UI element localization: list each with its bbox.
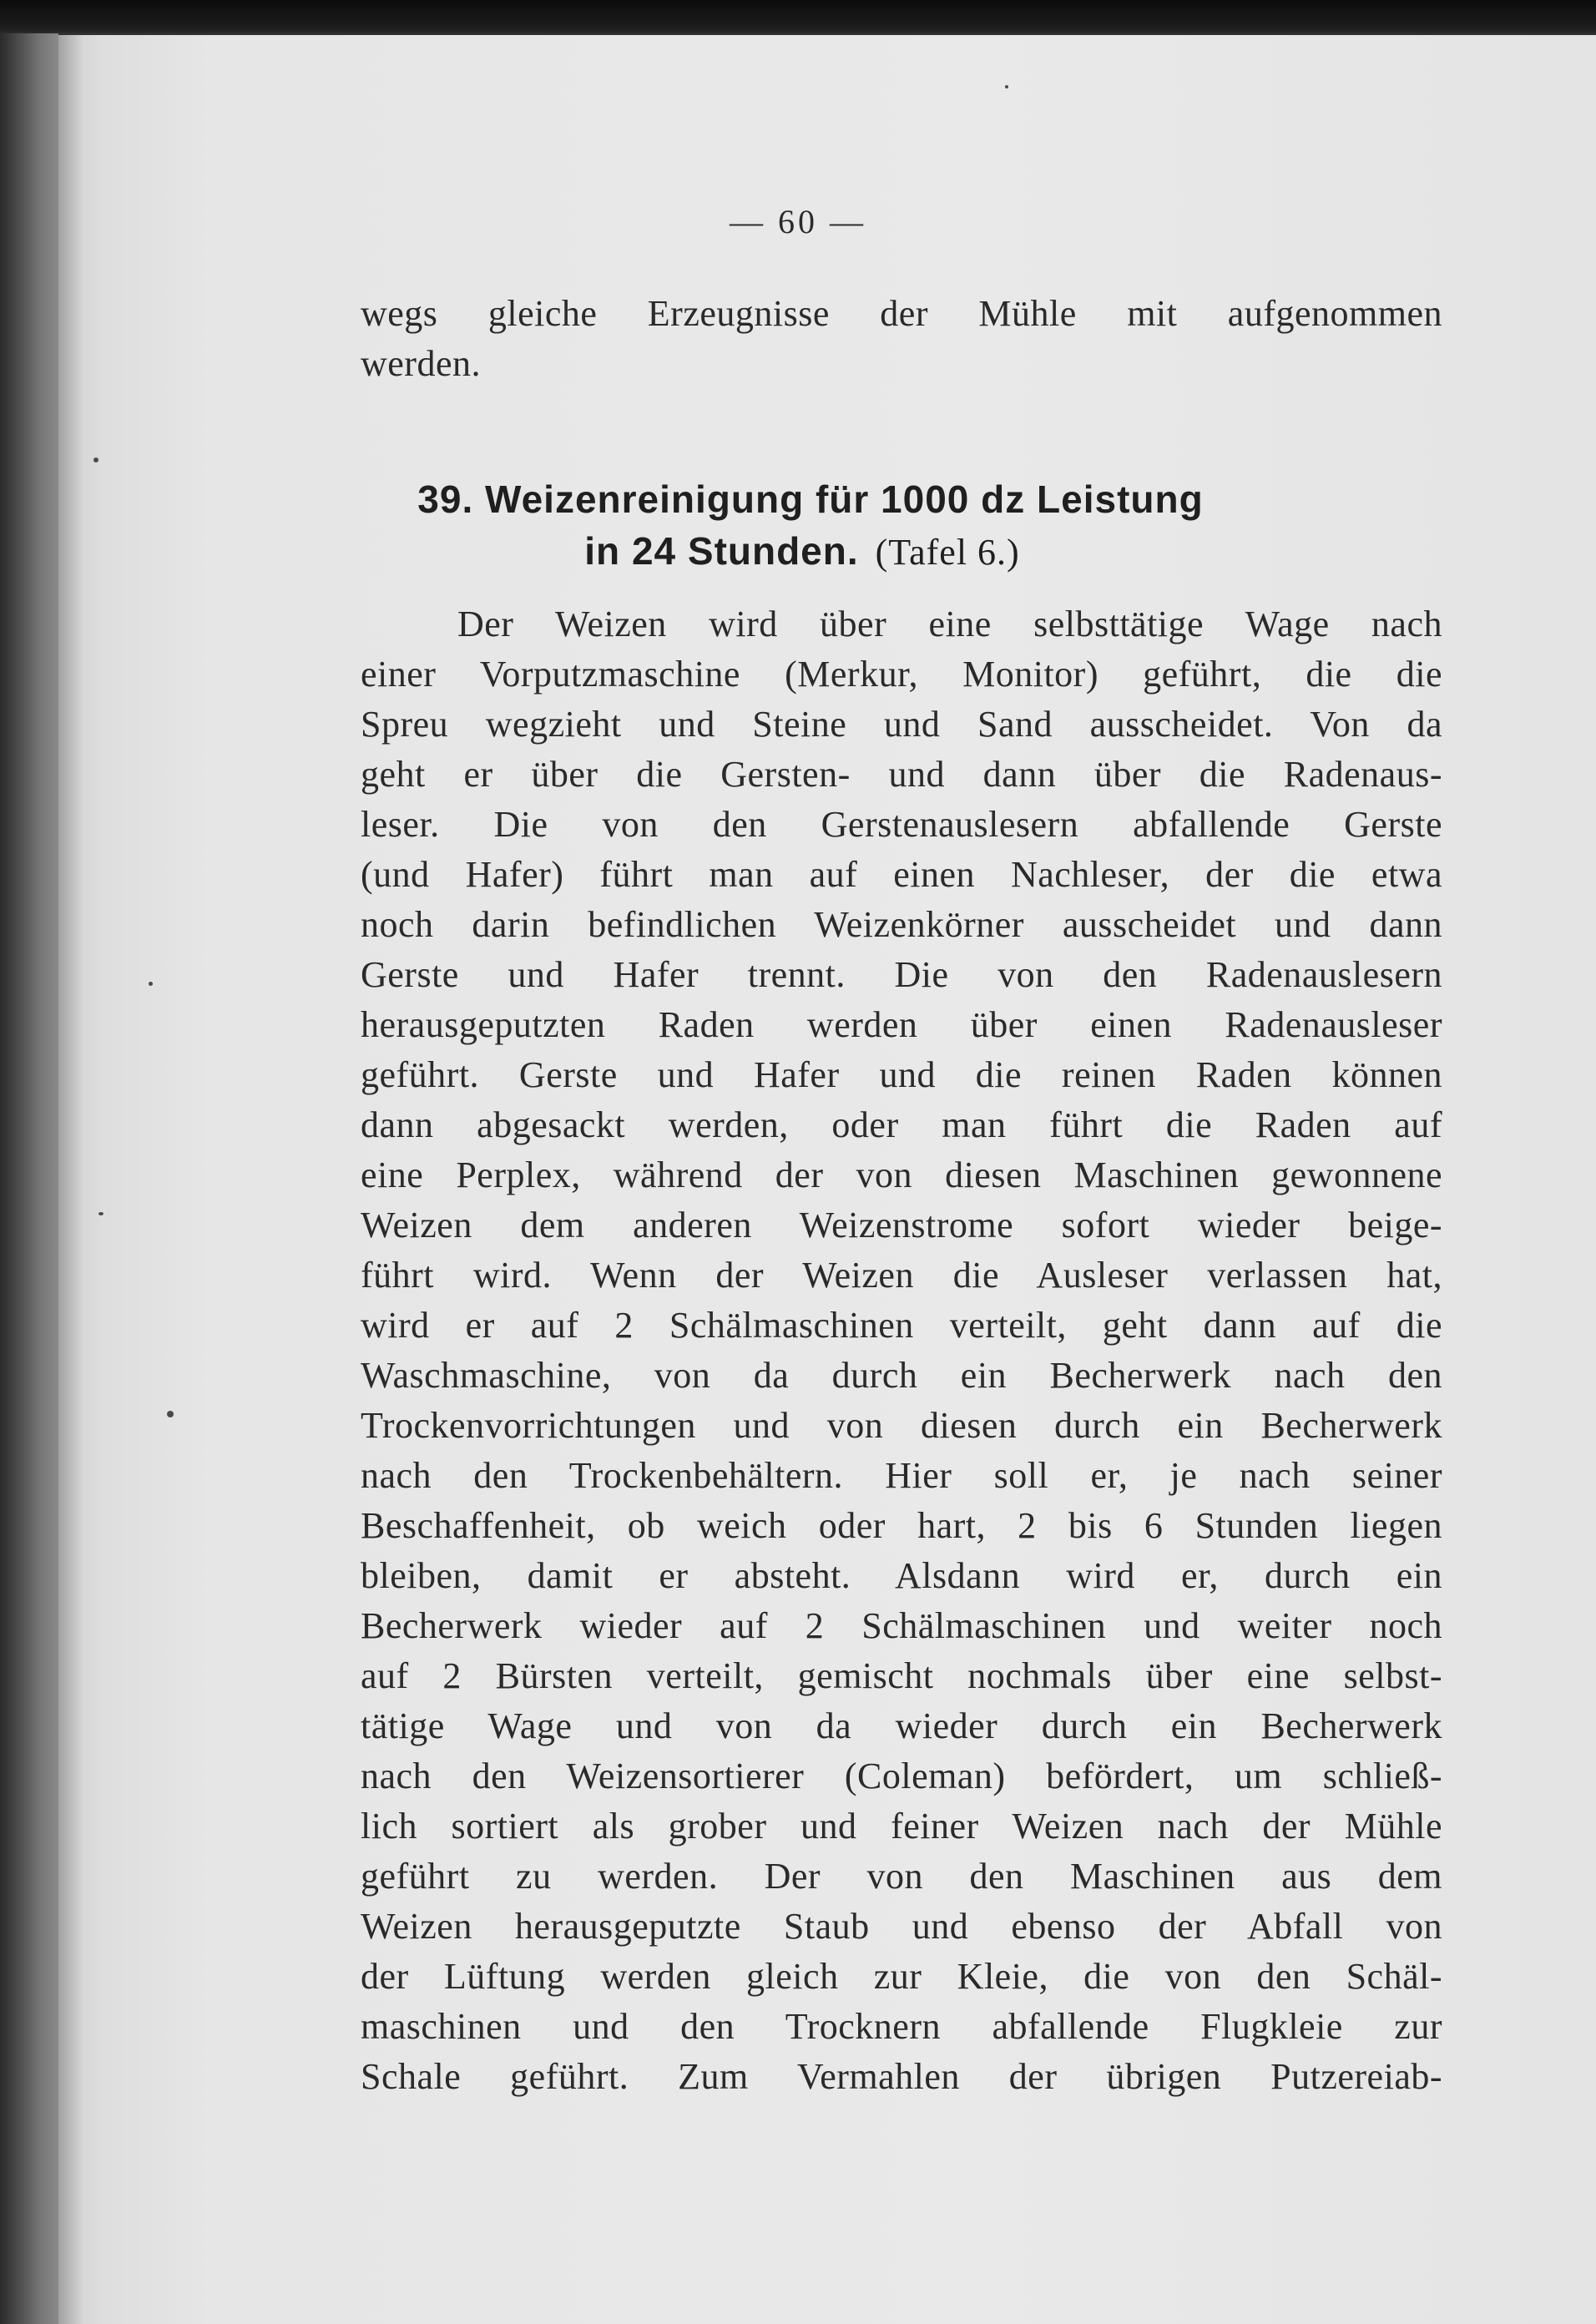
book-spine-edge	[0, 33, 58, 2324]
text-line: noch darin befindlichen Weizenkörner ausscheidet und dann	[361, 904, 1442, 945]
text-line: einer Vorputzmaschine (Merkur, Monitor) geführt, die die	[361, 654, 1442, 695]
text-line: wegs gleiche Erzeugnisse der Mühle mit aufgenommen	[361, 293, 1442, 334]
text-line: herausgeputzten Raden werden über einen Radenausleser	[361, 1004, 1442, 1045]
scan-top-edge	[0, 0, 1596, 37]
text-line: Gerste und Hafer trennt. Die von den Radenauslesern	[361, 954, 1442, 995]
text-line: Schale geführt. Zum Vermahlen der übrigen Putzereiab-	[361, 2056, 1442, 2097]
page-speck	[93, 457, 98, 462]
continuation-paragraph	[361, 289, 1442, 389]
text-line: eine Perplex, während der von diesen Maschinen gewonnene	[361, 1154, 1442, 1195]
text-line: bleiben, damit er absteht. Alsdann wird er, durch ein	[361, 1555, 1442, 1596]
section-heading-line-2	[0, 525, 1596, 578]
text-line: Beschaffenheit, ob weich oder hart, 2 bis 6 Stunden liegen	[361, 1505, 1442, 1546]
text-line: Weizen dem anderen Weizenstrome sofort wieder beige-	[361, 1205, 1442, 1245]
text-line: geht er über die Gersten- und dann über die Radenaus-	[361, 754, 1442, 795]
text-line: führt wird. Wenn der Weizen die Ausleser verlassen hat,	[361, 1255, 1442, 1296]
section-heading-line-1: 39. Weizenreinigung für 1000 dz Leistung	[417, 477, 1204, 521]
text-line: auf 2 Bürsten verteilt, gemischt nochmals über eine selbst-	[361, 1655, 1442, 1696]
text-line: Spreu wegzieht und Steine und Sand ausscheidet. Von da	[361, 704, 1442, 745]
page-speck	[149, 982, 153, 986]
text-line: dann abgesackt werden, oder man führt die Raden auf	[361, 1104, 1442, 1145]
plate-reference: (Tafel 6.)	[875, 532, 1020, 573]
page-speck	[167, 1411, 174, 1417]
text-line: lich sortiert als grober und feiner Weizen nach der Mühle	[361, 1806, 1442, 1847]
text-line: geführt zu werden. Der von den Maschinen aus dem	[361, 1856, 1442, 1897]
section-heading-line-2-text: in 24 Stunden.	[584, 529, 859, 573]
page-speck	[1005, 85, 1008, 88]
text-line: tätige Wage und von da wieder durch ein Becherwerk	[361, 1705, 1442, 1746]
section-heading	[0, 473, 1596, 578]
text-line: nach den Weizensortierer (Coleman) befördert, um schließ-	[361, 1756, 1442, 1796]
text-line: wird er auf 2 Schälmaschinen verteilt, geht dann auf die	[361, 1305, 1442, 1346]
text-line: Becherwerk wieder auf 2 Schälmaschinen und weiter noch	[361, 1605, 1442, 1646]
page-speck	[98, 1212, 104, 1215]
text-line: nach den Trockenbehältern. Hier soll er, je nach seiner	[361, 1455, 1442, 1496]
section-body-paragraph	[361, 599, 1442, 2102]
text-line: maschinen und den Trocknern abfallende Flugkleie zur	[361, 2006, 1442, 2047]
text-line: Der Weizen wird über eine selbsttätige Wage nach	[457, 604, 1442, 644]
text-line: werden.	[361, 343, 481, 384]
text-line: Weizen herausgeputzte Staub und ebenso der Abfall von	[361, 1906, 1442, 1947]
text-line: leser. Die von den Gerstenauslesern abfallende Gerste	[361, 804, 1442, 845]
page-number: — 60 —	[730, 203, 866, 240]
text-line: geführt. Gerste und Hafer und die reinen Raden können	[361, 1054, 1442, 1095]
text-line: (und Hafer) führt man auf einen Nachleser, der die etwa	[361, 854, 1442, 895]
text-line: Trockenvorrichtungen und von diesen durch ein Becherwerk	[361, 1405, 1442, 1446]
page-gutter-shadow	[58, 35, 83, 2324]
text-line: der Lüftung werden gleich zur Kleie, die von den Schäl-	[361, 1956, 1442, 1997]
text-line: Waschmaschine, von da durch ein Becherwerk nach den	[361, 1355, 1442, 1396]
